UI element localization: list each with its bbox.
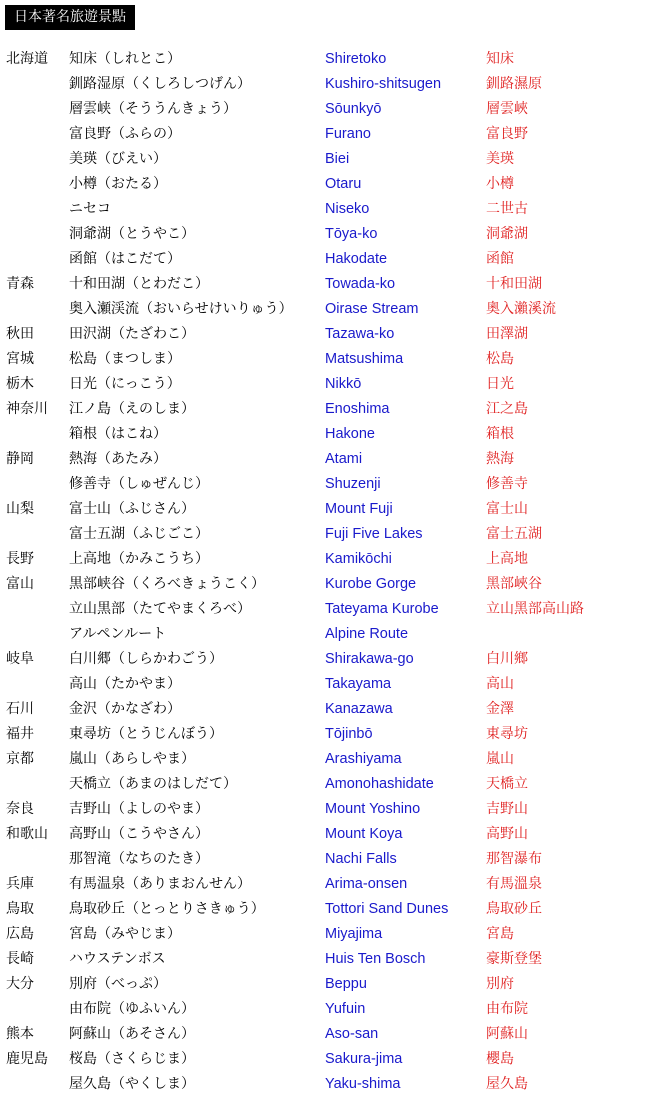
table-row — [0, 597, 650, 622]
japanese-name-cell: 十和田湖（とわだこ） — [69, 276, 209, 292]
chinese-name-cell: 有馬溫泉 — [486, 876, 542, 892]
english-name-cell: Sakura-jima — [325, 1051, 403, 1067]
chinese-name-cell: 高野山 — [486, 826, 528, 842]
chinese-name-cell: 十和田湖 — [486, 276, 542, 292]
prefecture-cell: 神奈川 — [6, 401, 48, 417]
table-row — [0, 397, 650, 422]
chinese-name-cell: 釧路濕原 — [486, 76, 542, 92]
table-row — [0, 547, 650, 572]
chinese-name-cell: 函館 — [486, 251, 514, 267]
english-name-cell: Mount Yoshino — [325, 801, 421, 817]
table-row — [0, 822, 650, 847]
prefecture-cell: 富山 — [6, 576, 34, 592]
japanese-name-cell: ハウステンボス — [69, 951, 166, 967]
table-row — [0, 997, 650, 1022]
chinese-name-cell: 東尋坊 — [486, 726, 528, 742]
english-name-cell: Kushiro-shitsugen — [325, 76, 442, 92]
table-row — [0, 497, 650, 522]
chinese-name-cell: 富士五湖 — [486, 526, 542, 542]
prefecture-cell: 広島 — [6, 926, 34, 942]
table-row — [0, 647, 650, 672]
prefecture-cell: 京都 — [6, 751, 34, 767]
table-row — [0, 622, 650, 647]
table-row — [0, 1022, 650, 1047]
table-row — [0, 122, 650, 147]
table-row — [0, 897, 650, 922]
english-name-cell: Shiretoko — [325, 51, 387, 67]
chinese-name-cell: 二世古 — [486, 201, 528, 217]
table-row — [0, 247, 650, 272]
english-name-cell: Nachi Falls — [325, 851, 397, 867]
prefecture-cell: 秋田 — [6, 326, 34, 342]
prefecture-cell: 石川 — [6, 701, 34, 717]
prefecture-cell: 奈良 — [6, 801, 34, 817]
english-name-cell: Nikkō — [325, 376, 362, 392]
chinese-name-cell: 田澤湖 — [486, 326, 528, 342]
english-name-cell: Furano — [325, 126, 371, 142]
table-row — [0, 872, 650, 897]
chinese-name-cell: 櫻島 — [486, 1051, 514, 1067]
table-row — [0, 172, 650, 197]
english-name-cell: Kurobe Gorge — [325, 576, 417, 592]
table-row — [0, 847, 650, 872]
table-row — [0, 422, 650, 447]
japanese-name-cell: 天橋立（あまのはしだて） — [69, 776, 237, 792]
english-name-cell: Matsushima — [325, 351, 404, 367]
japanese-name-cell: 東尋坊（とうじんぼう） — [69, 726, 223, 742]
japanese-name-cell: 箱根（はこね） — [69, 426, 167, 442]
japanese-name-cell: 鳥取砂丘（とっとりさきゅう） — [69, 901, 265, 917]
english-name-cell: Yufuin — [325, 1001, 366, 1017]
english-name-cell: Kanazawa — [325, 701, 393, 717]
chinese-name-cell: 屋久島 — [486, 1076, 528, 1092]
japanese-name-cell: 松島（まつしま） — [69, 351, 181, 367]
prefecture-cell: 熊本 — [6, 1026, 34, 1042]
page-title: 日本著名旅遊景點 — [5, 5, 135, 30]
prefecture-cell: 青森 — [6, 276, 34, 292]
chinese-name-cell: 奧入瀨溪流 — [486, 301, 556, 317]
table-row — [0, 722, 650, 747]
spots-table — [0, 47, 650, 1097]
english-name-cell: Arashiyama — [325, 751, 402, 767]
chinese-name-cell: 由布院 — [486, 1001, 528, 1017]
japanese-name-cell: 桜島（さくらじま） — [69, 1051, 195, 1067]
chinese-name-cell: 宮島 — [486, 926, 514, 942]
english-name-cell: Mount Fuji — [325, 501, 393, 517]
japanese-name-cell: 田沢湖（たざわこ） — [69, 326, 195, 342]
prefecture-cell: 長野 — [6, 551, 34, 567]
prefecture-cell: 兵庫 — [6, 876, 34, 892]
chinese-name-cell: 日光 — [486, 376, 514, 392]
japanese-name-cell: 洞爺湖（とうやこ） — [69, 226, 195, 242]
chinese-name-cell: 豪斯登堡 — [486, 951, 542, 967]
japanese-name-cell: 修善寺（しゅぜんじ） — [69, 476, 209, 492]
table-row — [0, 947, 650, 972]
prefecture-cell: 大分 — [6, 976, 34, 992]
chinese-name-cell: 白川鄉 — [486, 651, 528, 667]
table-row — [0, 322, 650, 347]
english-name-cell: Shuzenji — [325, 476, 381, 492]
chinese-name-cell: 立山黑部高山路 — [486, 601, 584, 617]
chinese-name-cell: 黑部峽谷 — [486, 576, 542, 592]
english-name-cell: Biei — [325, 151, 350, 167]
prefecture-cell: 北海道 — [6, 51, 48, 67]
english-name-cell: Otaru — [325, 176, 362, 192]
japanese-name-cell: 富士五湖（ふじごこ） — [69, 526, 209, 542]
english-name-cell: Tōya-ko — [325, 226, 378, 242]
chinese-name-cell: 小樽 — [486, 176, 514, 192]
english-name-cell: Fuji Five Lakes — [325, 526, 423, 542]
japanese-name-cell: 富良野（ふらの） — [69, 126, 181, 142]
japanese-name-cell: 由布院（ゆふいん） — [69, 1001, 195, 1017]
table-row — [0, 347, 650, 372]
table-row — [0, 522, 650, 547]
japanese-name-cell: 阿蘇山（あそさん） — [69, 1026, 195, 1042]
japanese-name-cell: 宮島（みやじま） — [69, 926, 181, 942]
english-name-cell: Mount Koya — [325, 826, 403, 842]
chinese-name-cell: 富士山 — [486, 501, 528, 517]
chinese-name-cell: 知床 — [486, 51, 514, 67]
table-row — [0, 797, 650, 822]
table-row — [0, 222, 650, 247]
japanese-name-cell: 有馬温泉（ありまおんせん） — [69, 876, 251, 892]
prefecture-cell: 宮城 — [6, 351, 34, 367]
table-row — [0, 97, 650, 122]
japanese-name-cell: 嵐山（あらしやま） — [69, 751, 195, 767]
table-row — [0, 47, 650, 72]
japanese-name-cell: 高山（たかやま） — [69, 676, 181, 692]
table-row — [0, 922, 650, 947]
chinese-name-cell: 松島 — [486, 351, 514, 367]
table-row — [0, 1072, 650, 1097]
table-row — [0, 972, 650, 997]
prefecture-cell: 鳥取 — [6, 901, 34, 917]
japanese-name-cell: 那智滝（なちのたき） — [69, 851, 209, 867]
english-name-cell: Takayama — [325, 676, 392, 692]
japanese-name-cell: 高野山（こうやさん） — [69, 826, 209, 842]
chinese-name-cell: 嵐山 — [486, 751, 514, 767]
japanese-name-cell: アルペンルート — [69, 626, 167, 642]
english-name-cell: Tazawa-ko — [325, 326, 395, 342]
japanese-name-cell: 黒部峡谷（くろべきょうこく） — [69, 576, 265, 592]
prefecture-cell: 鹿児島 — [6, 1051, 48, 1067]
english-name-cell: Tateyama Kurobe — [325, 601, 439, 617]
chinese-name-cell: 別府 — [486, 976, 514, 992]
table-row — [0, 297, 650, 322]
japanese-name-cell: ニセコ — [69, 201, 111, 217]
table-row — [0, 672, 650, 697]
chinese-name-cell: 箱根 — [486, 426, 514, 442]
japanese-name-cell: 江ノ島（えのしま） — [69, 401, 195, 417]
chinese-name-cell: 熱海 — [486, 451, 514, 467]
english-name-cell: Huis Ten Bosch — [325, 951, 426, 967]
chinese-name-cell: 上高地 — [486, 551, 528, 567]
english-name-cell: Amonohashidate — [325, 776, 434, 792]
japanese-name-cell: 屋久島（やくしま） — [69, 1076, 195, 1092]
english-name-cell: Miyajima — [325, 926, 383, 942]
prefecture-cell: 和歌山 — [6, 826, 48, 842]
prefecture-cell: 栃木 — [6, 376, 34, 392]
english-name-cell: Kamikōchi — [325, 551, 392, 567]
english-name-cell: Towada-ko — [325, 276, 396, 292]
chinese-name-cell: 富良野 — [486, 126, 528, 142]
english-name-cell: Aso-san — [325, 1026, 379, 1042]
table-row — [0, 72, 650, 97]
english-name-cell: Shirakawa-go — [325, 651, 414, 667]
japanese-name-cell: 小樽（おたる） — [69, 176, 167, 192]
chinese-name-cell: 阿蘇山 — [486, 1026, 528, 1042]
english-name-cell: Oirase Stream — [325, 301, 419, 317]
english-name-cell: Hakodate — [325, 251, 388, 267]
table-row — [0, 447, 650, 472]
chinese-name-cell: 洞爺湖 — [486, 226, 528, 242]
prefecture-cell: 長崎 — [6, 951, 34, 967]
table-row — [0, 272, 650, 297]
chinese-name-cell: 那智瀑布 — [486, 851, 542, 867]
table-row — [0, 1047, 650, 1072]
chinese-name-cell: 修善寺 — [486, 476, 528, 492]
table-row — [0, 772, 650, 797]
table-row — [0, 747, 650, 772]
japanese-name-cell: 吉野山（よしのやま） — [69, 801, 209, 817]
english-name-cell: Alpine Route — [325, 626, 409, 642]
table-row — [0, 197, 650, 222]
chinese-name-cell: 吉野山 — [486, 801, 528, 817]
english-name-cell: Arima-onsen — [325, 876, 408, 892]
chinese-name-cell: 鳥取砂丘 — [486, 901, 542, 917]
english-name-cell: Beppu — [325, 976, 367, 992]
chinese-name-cell: 美瑛 — [486, 151, 514, 167]
prefecture-cell: 岐阜 — [6, 651, 34, 667]
japanese-name-cell: 知床（しれとこ） — [69, 51, 181, 67]
chinese-name-cell: 天橋立 — [486, 776, 528, 792]
japanese-name-cell: 金沢（かなざわ） — [69, 701, 181, 717]
table-row — [0, 372, 650, 397]
table-row — [0, 472, 650, 497]
japanese-name-cell: 立山黒部（たてやまくろべ） — [69, 601, 251, 617]
japanese-name-cell: 層雲峡（そううんきょう） — [69, 101, 237, 117]
english-name-cell: Tottori Sand Dunes — [325, 901, 449, 917]
japanese-name-cell: 別府（べっぷ） — [69, 976, 167, 992]
table-row — [0, 697, 650, 722]
japanese-name-cell: 白川郷（しらかわごう） — [69, 651, 223, 667]
chinese-name-cell: 層雲峽 — [486, 101, 528, 117]
prefecture-cell: 山梨 — [6, 501, 34, 517]
english-name-cell: Yaku-shima — [325, 1076, 401, 1092]
english-name-cell: Hakone — [325, 426, 375, 442]
japanese-name-cell: 美瑛（びえい） — [69, 151, 167, 167]
japanese-name-cell: 釧路湿原（くしろしつげん） — [69, 76, 251, 92]
japanese-name-cell: 熱海（あたみ） — [69, 451, 167, 467]
english-name-cell: Niseko — [325, 201, 370, 217]
japanese-name-cell: 奥入瀬渓流（おいらせけいりゅう） — [69, 301, 293, 317]
english-name-cell: Atami — [325, 451, 363, 467]
table-row — [0, 572, 650, 597]
japanese-name-cell: 富士山（ふじさん） — [69, 501, 195, 517]
table-row — [0, 147, 650, 172]
prefecture-cell: 静岡 — [6, 451, 34, 467]
english-name-cell: Enoshima — [325, 401, 390, 417]
japanese-name-cell: 函館（はこだて） — [69, 251, 181, 267]
chinese-name-cell: 江之島 — [486, 401, 528, 417]
japanese-name-cell: 日光（にっこう） — [69, 376, 181, 392]
chinese-name-cell: 高山 — [486, 676, 514, 692]
chinese-name-cell: 金澤 — [486, 701, 514, 717]
japanese-name-cell: 上高地（かみこうち） — [69, 551, 209, 567]
english-name-cell: Tōjinbō — [325, 726, 373, 742]
prefecture-cell: 福井 — [6, 726, 34, 742]
english-name-cell: Sōunkyō — [325, 101, 382, 117]
